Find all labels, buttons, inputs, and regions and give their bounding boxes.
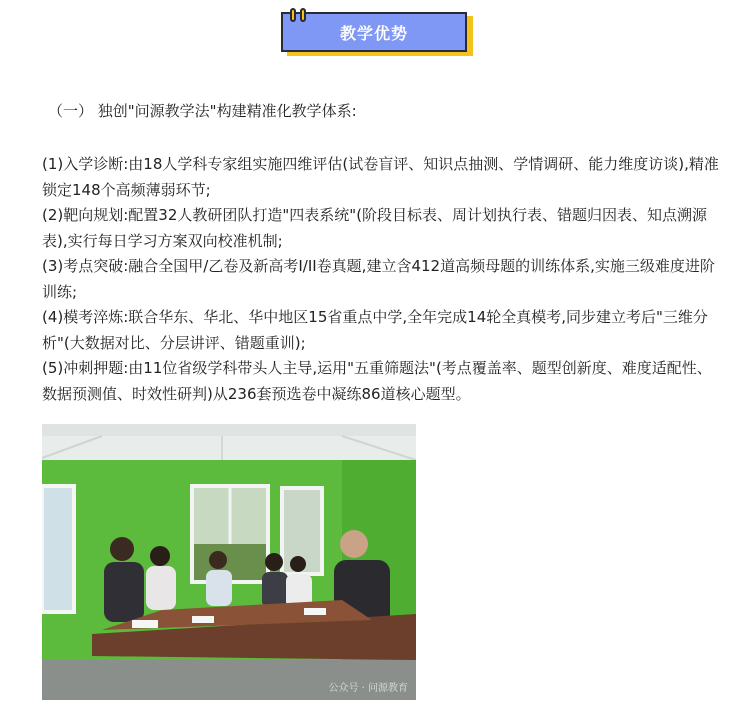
list-item: (3)考点突破:融合全国甲/乙卷及新高考I/II卷真题,建立含412道高频母题的训练体系,实施三级难度进阶训练; <box>42 257 715 301</box>
list-item: (2)靶向规划:配置32人教研团队打造"四表系统"(阶段目标表、周计划执行表、错题归因表、知点溯源表),实行每日学习方案双向校准机制; <box>42 206 708 250</box>
list-item: (5)冲刺押题:由11位省级学科带头人主导,运用"五重筛题法"(考点覆盖率、题型创新度、难度适配性、数据预测值、时效性研判)从236套预选卷中凝练86道核心题型。 <box>42 359 712 403</box>
list-item: (4)模考淬炼:联合华东、华北、华中地区15省重点中学,全年完成14轮全真模考,同步建立考后"三维分析"(大数据对比、分层讲评、错题重训); <box>42 308 708 352</box>
intro-heading: （一） 独创"问源教学法"构建精准化教学体系: <box>48 102 357 120</box>
binder-ring-icon <box>300 8 306 22</box>
meeting-photo <box>42 424 416 700</box>
title-badge <box>281 8 475 60</box>
list-item: (1)入学诊断:由18人学科专家组实施四维评估(试卷盲评、知识点抽测、学情调研、能力维度访谈),精准锁定148个高频薄弱环节; <box>42 155 719 199</box>
binder-ring-icon <box>290 8 296 22</box>
meeting-room-illustration <box>42 424 416 700</box>
photo-watermark: 公众号 · 问源教育 <box>328 683 408 694</box>
section-title: 教学优势 <box>281 12 467 52</box>
item-list <box>42 152 722 407</box>
